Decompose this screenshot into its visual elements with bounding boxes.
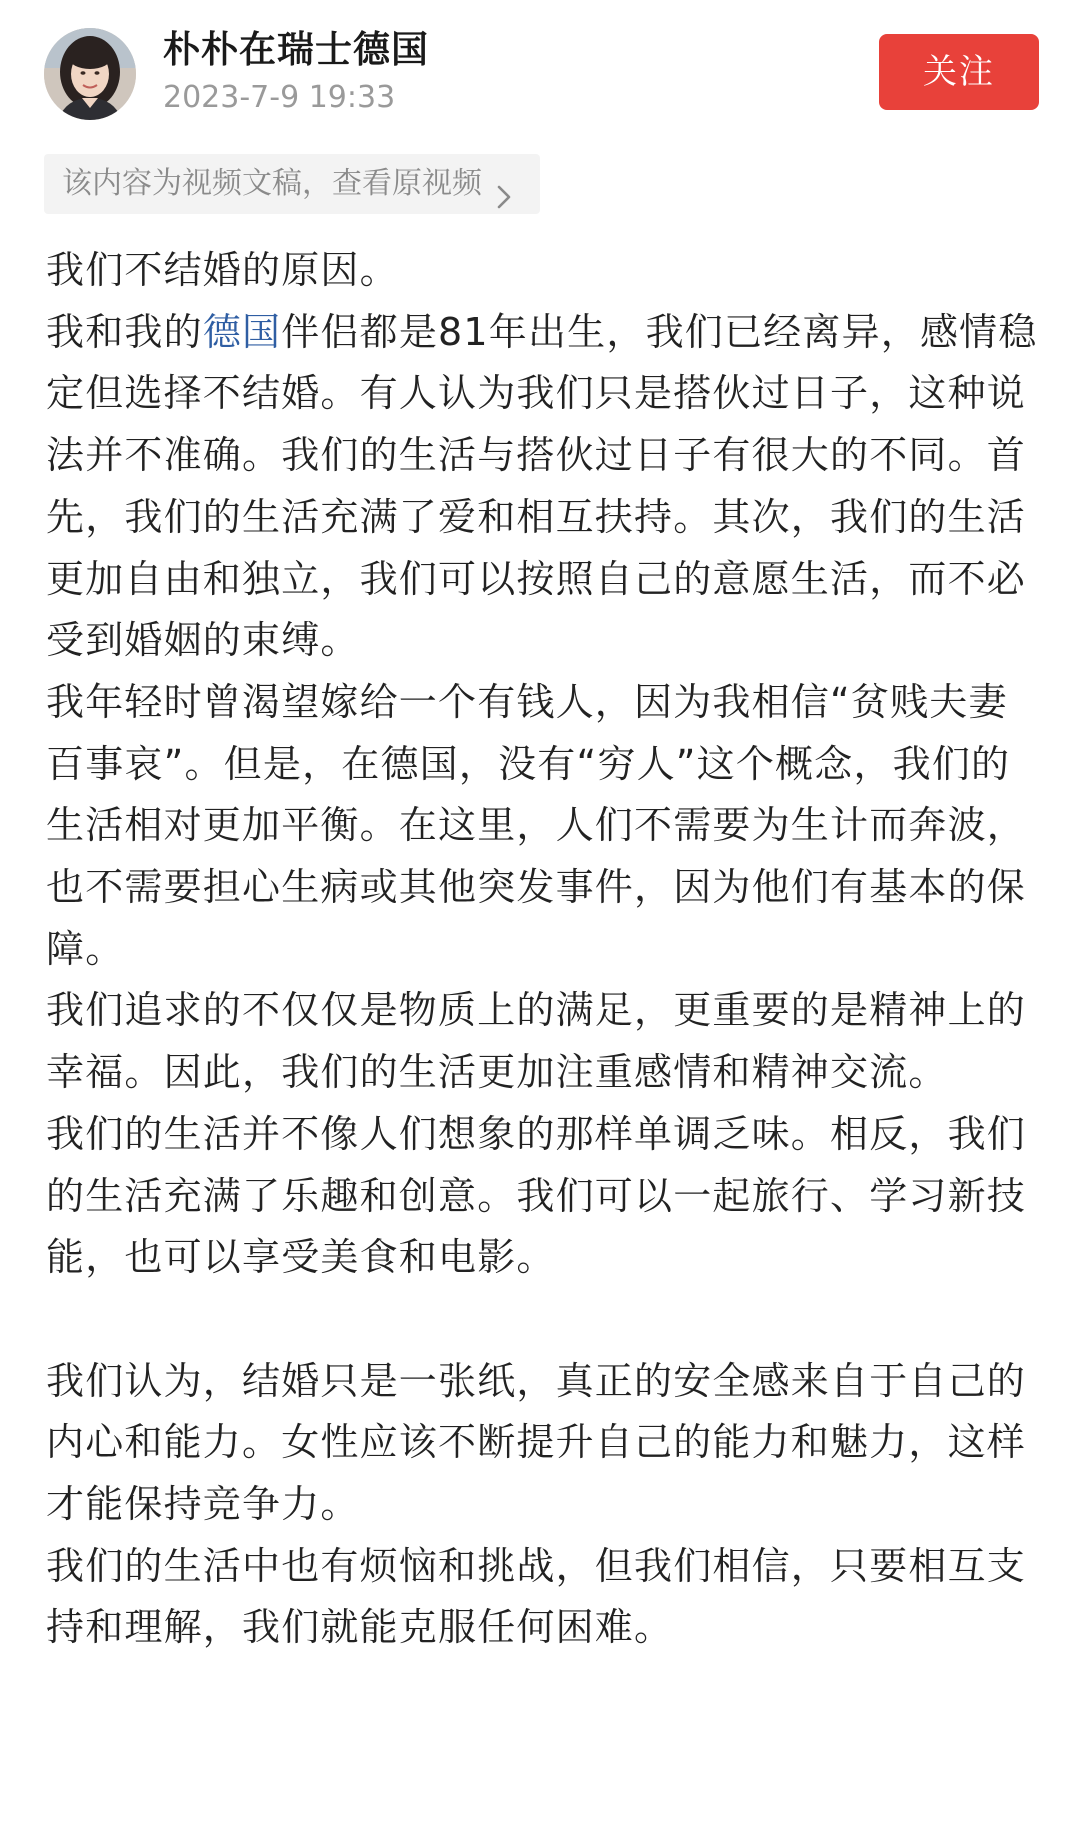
avatar[interactable] (44, 28, 136, 120)
paragraph-2-body: 伴侣都是81年出生，我们已经离异，感情稳定但选择不结婚。有人认为我们只是搭伙过日子，这种说法并不准确。我们的生活与搭伙过日子有很大的不同。首先，我们的生活充满了爱和相互扶持。其次，我们的生活更加自由和独立，我们可以按照自己的意愿生活，而不必受到婚姻的束缚。 (46, 309, 1038, 663)
paragraph-2-lead: 我和我的 (46, 309, 203, 354)
article-paragraph-3: 我年轻时曾渴望嫁给一个有钱人，因为我相信“贫贱夫妻百事哀”。但是，在德国，没有“穷人”这个概念，我们的生活相对更加平衡。在这里，人们不需要为生计而奔波，也不需要担心生病或其他突发事件，因为他们有基本的保障。 (46, 679, 1027, 971)
article-paragraph-4: 我们追求的不仅仅是物质上的满足，更重要的是精神上的幸福。因此，我们的生活更加注重感情和精神交流。 (46, 988, 1027, 1095)
post-header (0, 0, 1080, 140)
article-body (46, 240, 1046, 1659)
article-paragraph-6: 我们认为，结婚只是一张纸，真正的安全感来自于自己的内心和能力。女性应该不断提升自己的能力和魅力，这样才能保持竞争力。 (46, 1358, 1027, 1527)
paragraph-spacer (46, 1289, 1046, 1351)
article-paragraph-2 (46, 302, 1046, 672)
article-paragraph-1: 我们不结婚的原因。 (46, 248, 399, 292)
view-original-video-text: 该内容为视频文稿，查看原视频 (62, 166, 482, 201)
article-paragraph-7: 我们的生活中也有烦恼和挑战，但我们相信，只要相互支持和理解，我们就能克服任何困难。 (46, 1543, 1027, 1650)
follow-button[interactable]: 关注 (879, 34, 1039, 110)
germany-topic-link[interactable]: 德国 (202, 309, 282, 354)
article-paragraph-5: 我们的生活并不像人们想象的那样单调乏味。相反，我们的生活充满了乐趣和创意。我们可以一起旅行、学习新技能，也可以享受美食和电影。 (46, 1111, 1027, 1280)
author-name[interactable]: 朴朴在瑞士德国 (163, 28, 429, 71)
avatar-image (44, 28, 136, 120)
chevron-right-icon (494, 171, 514, 197)
post-timestamp: 2023-7-9 19:33 (163, 80, 396, 115)
view-original-video-link[interactable] (44, 154, 540, 214)
